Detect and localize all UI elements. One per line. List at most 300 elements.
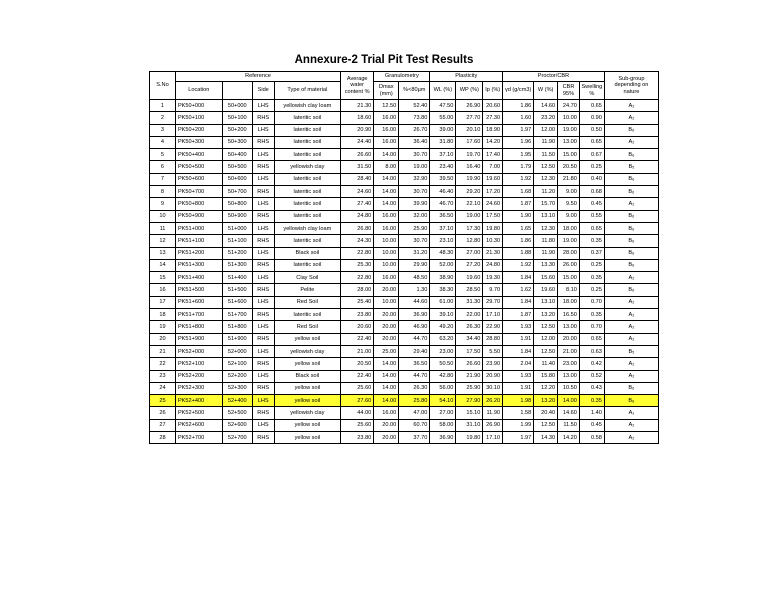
cell-wp: 26.60 <box>456 358 483 370</box>
cell-reference: 51+200 <box>222 247 252 259</box>
header-wp: WP (%) <box>456 82 483 100</box>
cell-w: 13.10 <box>534 210 558 222</box>
cell-sno: 5 <box>150 149 176 161</box>
cell-reference: 51+100 <box>222 235 252 247</box>
cell-location: PK52+400 <box>175 395 222 407</box>
cell-water-content: 26.80 <box>341 222 374 234</box>
cell-yd: 1.92 <box>503 259 534 271</box>
cell-p80: 32.00 <box>399 210 430 222</box>
cell-wl: 36.90 <box>430 432 456 444</box>
cell-cbr: 9.50 <box>558 198 580 210</box>
header-material: Type of material <box>274 82 340 100</box>
cell-yd: 1.93 <box>503 370 534 382</box>
cell-wl: 63.20 <box>430 333 456 345</box>
cell-yd: 1.92 <box>503 173 534 185</box>
cell-material: lateritic soil <box>274 173 340 185</box>
cell-ip: 18.90 <box>483 124 503 136</box>
cell-water-content: 20.90 <box>341 124 374 136</box>
cell-swelling: 0.45 <box>579 198 604 210</box>
cell-yd: 1.84 <box>503 272 534 284</box>
cell-dmax: 16.00 <box>374 222 399 234</box>
cell-sno: 4 <box>150 136 176 148</box>
cell-yd: 1.62 <box>503 284 534 296</box>
cell-w: 11.20 <box>534 186 558 198</box>
table-row <box>150 222 659 234</box>
cell-ip: 17.10 <box>483 309 503 321</box>
cell-reference: 52+500 <box>222 407 252 419</box>
cell-p80: 52.40 <box>399 100 430 112</box>
cell-dmax: 16.00 <box>374 407 399 419</box>
cell-swelling: 1.40 <box>579 407 604 419</box>
cell-side: LHS <box>252 198 274 210</box>
cell-water-content: 25.40 <box>341 296 374 308</box>
cell-location: PK52+700 <box>175 432 222 444</box>
cell-sno: 16 <box>150 284 176 296</box>
cell-subgroup: B₆ <box>604 222 658 234</box>
cell-ip: 27.30 <box>483 112 503 124</box>
cell-location: PK50+900 <box>175 210 222 222</box>
cell-ip: 30.10 <box>483 382 503 394</box>
table-row <box>150 210 659 222</box>
cell-dmax: 16.00 <box>374 124 399 136</box>
cell-wl: 36.50 <box>430 210 456 222</box>
cell-p80: 1.30 <box>399 284 430 296</box>
cell-cbr: 14.60 <box>558 407 580 419</box>
cell-material: lateritic soil <box>274 210 340 222</box>
cell-water-content: 26.60 <box>341 149 374 161</box>
cell-subgroup: B₆ <box>604 259 658 271</box>
cell-water-content: 31.50 <box>341 161 374 173</box>
cell-material: lateritic soil <box>274 112 340 124</box>
cell-wl: 27.00 <box>430 407 456 419</box>
cell-ip: 22.90 <box>483 321 503 333</box>
cell-w: 14.60 <box>534 100 558 112</box>
cell-dmax: 25.00 <box>374 345 399 357</box>
table-row <box>150 382 659 394</box>
cell-wp: 29.20 <box>456 186 483 198</box>
cell-location: PK51+600 <box>175 296 222 308</box>
cell-water-content: 23.80 <box>341 309 374 321</box>
cell-sno: 6 <box>150 161 176 173</box>
cell-yd: 1.86 <box>503 100 534 112</box>
cell-wp: 27.20 <box>456 259 483 271</box>
table-row <box>150 100 659 112</box>
table-row <box>150 247 659 259</box>
cell-wp: 25.90 <box>456 382 483 394</box>
cell-sno: 20 <box>150 333 176 345</box>
cell-material: lateritic soil <box>274 136 340 148</box>
cell-dmax: 14.00 <box>374 370 399 382</box>
table-header <box>150 72 659 100</box>
table-row <box>150 395 659 407</box>
cell-location: PK52+200 <box>175 370 222 382</box>
cell-dmax: 14.00 <box>374 173 399 185</box>
cell-yd: 1.96 <box>503 136 534 148</box>
cell-w: 12.50 <box>534 321 558 333</box>
cell-cbr: 18.00 <box>558 296 580 308</box>
cell-swelling: 0.70 <box>579 321 604 333</box>
cell-p80: 46.90 <box>399 321 430 333</box>
cell-wp: 27.70 <box>456 112 483 124</box>
cell-dmax: 20.00 <box>374 321 399 333</box>
cell-w: 12.30 <box>534 222 558 234</box>
cell-water-content: 25.60 <box>341 419 374 431</box>
cell-reference: 52+200 <box>222 370 252 382</box>
cell-swelling: 0.37 <box>579 247 604 259</box>
cell-wp: 31.30 <box>456 296 483 308</box>
cell-side: LHS <box>252 395 274 407</box>
cell-p80: 47.00 <box>399 407 430 419</box>
cell-p80: 29.40 <box>399 345 430 357</box>
cell-swelling: 0.25 <box>579 161 604 173</box>
cell-location: PK50+700 <box>175 186 222 198</box>
cell-wl: 23.40 <box>430 161 456 173</box>
cell-water-content: 20.60 <box>341 321 374 333</box>
cell-swelling: 0.65 <box>579 222 604 234</box>
cell-yd: 1.95 <box>503 149 534 161</box>
cell-cbr: 23.00 <box>558 358 580 370</box>
cell-swelling: 0.65 <box>579 100 604 112</box>
cell-yd: 1.68 <box>503 186 534 198</box>
cell-dmax: 16.00 <box>374 272 399 284</box>
cell-p80: 48.50 <box>399 272 430 284</box>
cell-side: RHS <box>252 309 274 321</box>
cell-p80: 36.50 <box>399 358 430 370</box>
header-water-content: Average water content % <box>341 72 374 100</box>
cell-yd: 2.04 <box>503 358 534 370</box>
cell-location: PK50+400 <box>175 149 222 161</box>
cell-side: LHS <box>252 149 274 161</box>
cell-sno: 21 <box>150 345 176 357</box>
cell-reference: 50+500 <box>222 161 252 173</box>
cell-ip: 26.20 <box>483 395 503 407</box>
cell-sno: 11 <box>150 222 176 234</box>
cell-dmax: 20.00 <box>374 309 399 321</box>
header-wl: WL (%) <box>430 82 456 100</box>
cell-p80: 30.70 <box>399 186 430 198</box>
header-swelling: Swelling % <box>579 82 604 100</box>
cell-subgroup: A₂ <box>604 333 658 345</box>
cell-cbr: 19.00 <box>558 124 580 136</box>
cell-p80: 25.80 <box>399 395 430 407</box>
cell-swelling: 0.55 <box>579 210 604 222</box>
cell-wl: 38.90 <box>430 272 456 284</box>
cell-subgroup: B₆ <box>604 149 658 161</box>
cell-side: RHS <box>252 432 274 444</box>
cell-reference: 51+900 <box>222 333 252 345</box>
cell-ip: 9.70 <box>483 284 503 296</box>
cell-cbr: 14.00 <box>558 395 580 407</box>
cell-water-content: 22.80 <box>341 272 374 284</box>
cell-wp: 34.40 <box>456 333 483 345</box>
cell-wp: 19.80 <box>456 432 483 444</box>
cell-wl: 39.10 <box>430 309 456 321</box>
cell-water-content: 22.40 <box>341 333 374 345</box>
header-ip: Ip (%) <box>483 82 503 100</box>
cell-yd: 1.84 <box>503 345 534 357</box>
cell-yd: 1.99 <box>503 419 534 431</box>
cell-p80: 36.90 <box>399 309 430 321</box>
cell-p80: 26.70 <box>399 124 430 136</box>
trial-pit-table <box>149 71 659 444</box>
header-subgroup: Sub-group depending on nature <box>604 72 658 100</box>
cell-material: Pelite <box>274 284 340 296</box>
cell-swelling: 0.63 <box>579 345 604 357</box>
cell-p80: 31.20 <box>399 247 430 259</box>
cell-p80: 32.90 <box>399 173 430 185</box>
cell-yd: 1.84 <box>503 296 534 308</box>
cell-w: 11.80 <box>534 235 558 247</box>
table-row <box>150 186 659 198</box>
cell-sno: 24 <box>150 382 176 394</box>
cell-location: PK50+100 <box>175 112 222 124</box>
cell-w: 12.00 <box>534 333 558 345</box>
cell-swelling: 0.58 <box>579 432 604 444</box>
cell-wl: 47.50 <box>430 100 456 112</box>
cell-subgroup: B₆ <box>604 395 658 407</box>
cell-side: LHS <box>252 173 274 185</box>
cell-material: lateritic soil <box>274 149 340 161</box>
cell-subgroup: A₁ <box>604 407 658 419</box>
cell-water-content: 25.30 <box>341 259 374 271</box>
cell-yd: 1.93 <box>503 321 534 333</box>
cell-subgroup: A₂ <box>604 419 658 431</box>
cell-subgroup: A₂ <box>604 296 658 308</box>
cell-sno: 13 <box>150 247 176 259</box>
cell-side: LHS <box>252 419 274 431</box>
cell-wp: 27.00 <box>456 247 483 259</box>
cell-dmax: 8.00 <box>374 161 399 173</box>
cell-water-content: 25.60 <box>341 382 374 394</box>
table-row <box>150 419 659 431</box>
cell-wp: 19.90 <box>456 173 483 185</box>
cell-side: LHS <box>252 247 274 259</box>
cell-side: LHS <box>252 321 274 333</box>
cell-wl: 61.00 <box>430 296 456 308</box>
cell-p80: 37.70 <box>399 432 430 444</box>
header-w: W (%) <box>534 82 558 100</box>
page-title: Annexure-2 Trial Pit Test Results <box>294 54 474 66</box>
cell-dmax: 16.00 <box>374 136 399 148</box>
header-location: Location <box>175 82 222 100</box>
cell-sno: 10 <box>150 210 176 222</box>
cell-sno: 27 <box>150 419 176 431</box>
cell-p80: 30.70 <box>399 235 430 247</box>
table-row <box>150 296 659 308</box>
cell-water-content: 18.60 <box>341 112 374 124</box>
cell-water-content: 44.00 <box>341 407 374 419</box>
cell-wl: 52.00 <box>430 259 456 271</box>
cell-sno: 25 <box>150 395 176 407</box>
cell-wp: 21.90 <box>456 370 483 382</box>
cell-subgroup: A₂ <box>604 432 658 444</box>
cell-p80: 60.70 <box>399 419 430 431</box>
cell-ip: 24.60 <box>483 198 503 210</box>
cell-wl: 58.00 <box>430 419 456 431</box>
cell-sno: 12 <box>150 235 176 247</box>
cell-water-content: 21.00 <box>341 345 374 357</box>
cell-side: RHS <box>252 358 274 370</box>
cell-cbr: 15.00 <box>558 149 580 161</box>
cell-wp: 17.30 <box>456 222 483 234</box>
cell-material: Red Soil <box>274 296 340 308</box>
cell-subgroup: B₆ <box>604 235 658 247</box>
cell-swelling: 0.90 <box>579 112 604 124</box>
table-row <box>150 136 659 148</box>
cell-wp: 26.30 <box>456 321 483 333</box>
cell-wp: 19.00 <box>456 210 483 222</box>
header-sno: S.No <box>150 72 176 100</box>
cell-water-content: 27.60 <box>341 395 374 407</box>
cell-cbr: 10.50 <box>558 382 580 394</box>
cell-dmax: 20.00 <box>374 333 399 345</box>
cell-reference: 52+100 <box>222 358 252 370</box>
cell-reference: 50+800 <box>222 198 252 210</box>
cell-sno: 9 <box>150 198 176 210</box>
cell-material: yellowish clay loam <box>274 222 340 234</box>
cell-subgroup: B₆ <box>604 382 658 394</box>
cell-side: RHS <box>252 112 274 124</box>
cell-ip: 14.20 <box>483 136 503 148</box>
cell-w: 11.90 <box>534 247 558 259</box>
cell-sno: 1 <box>150 100 176 112</box>
header-reference: Reference <box>175 72 340 82</box>
cell-swelling: 0.40 <box>579 173 604 185</box>
cell-sno: 23 <box>150 370 176 382</box>
cell-wp: 28.50 <box>456 284 483 296</box>
cell-side: RHS <box>252 161 274 173</box>
cell-reference: 50+000 <box>222 100 252 112</box>
cell-side: RHS <box>252 186 274 198</box>
cell-cbr: 13.00 <box>558 321 580 333</box>
cell-location: PK51+200 <box>175 247 222 259</box>
cell-subgroup: B₆ <box>604 124 658 136</box>
cell-reference: 52+400 <box>222 395 252 407</box>
cell-ip: 24.80 <box>483 259 503 271</box>
cell-w: 12.30 <box>534 173 558 185</box>
cell-swelling: 0.67 <box>579 149 604 161</box>
cell-material: yellow soil <box>274 395 340 407</box>
cell-w: 12.50 <box>534 161 558 173</box>
table-row <box>150 309 659 321</box>
header-side: Side <box>252 82 274 100</box>
table-row <box>150 284 659 296</box>
cell-side: LHS <box>252 272 274 284</box>
cell-wp: 27.90 <box>456 395 483 407</box>
cell-cbr: 8.10 <box>558 284 580 296</box>
cell-ip: 23.90 <box>483 358 503 370</box>
cell-p80: 30.70 <box>399 149 430 161</box>
cell-material: lateritic soil <box>274 259 340 271</box>
cell-reference: 52+300 <box>222 382 252 394</box>
cell-water-content: 22.40 <box>341 370 374 382</box>
cell-sno: 26 <box>150 407 176 419</box>
cell-ip: 20.60 <box>483 100 503 112</box>
cell-swelling: 0.45 <box>579 419 604 431</box>
cell-wl: 48.30 <box>430 247 456 259</box>
cell-material: yellow soil <box>274 432 340 444</box>
cell-wp: 17.60 <box>456 136 483 148</box>
cell-water-content: 27.40 <box>341 198 374 210</box>
cell-subgroup: B₆ <box>604 186 658 198</box>
cell-side: RHS <box>252 333 274 345</box>
cell-dmax: 14.00 <box>374 186 399 198</box>
cell-w: 11.40 <box>534 358 558 370</box>
cell-p80: 44.70 <box>399 370 430 382</box>
cell-side: RHS <box>252 136 274 148</box>
cell-reference: 50+300 <box>222 136 252 148</box>
cell-material: yellowish clay <box>274 345 340 357</box>
cell-sno: 28 <box>150 432 176 444</box>
cell-material: yellow soil <box>274 382 340 394</box>
table-row <box>150 333 659 345</box>
cell-w: 12.50 <box>534 345 558 357</box>
cell-location: PK50+200 <box>175 124 222 136</box>
cell-location: PK51+900 <box>175 333 222 345</box>
cell-water-content: 21.30 <box>341 100 374 112</box>
cell-swelling: 0.65 <box>579 136 604 148</box>
cell-wl: 49.20 <box>430 321 456 333</box>
cell-cbr: 9.00 <box>558 210 580 222</box>
cell-dmax: 14.00 <box>374 358 399 370</box>
cell-sno: 2 <box>150 112 176 124</box>
cell-side: RHS <box>252 259 274 271</box>
cell-w: 13.10 <box>534 296 558 308</box>
cell-wl: 37.10 <box>430 222 456 234</box>
cell-location: PK51+400 <box>175 272 222 284</box>
cell-side: RHS <box>252 382 274 394</box>
cell-subgroup: A₂ <box>604 309 658 321</box>
cell-w: 12.50 <box>534 419 558 431</box>
cell-yd: 1.97 <box>503 432 534 444</box>
cell-sno: 14 <box>150 259 176 271</box>
cell-reference: 52+000 <box>222 345 252 357</box>
cell-sno: 18 <box>150 309 176 321</box>
cell-dmax: 10.00 <box>374 259 399 271</box>
cell-w: 13.30 <box>534 259 558 271</box>
cell-wl: 31.80 <box>430 136 456 148</box>
cell-swelling: 0.50 <box>579 124 604 136</box>
cell-material: Red Soil <box>274 321 340 333</box>
cell-yd: 1.87 <box>503 198 534 210</box>
cell-side: RHS <box>252 284 274 296</box>
cell-w: 20.40 <box>534 407 558 419</box>
cell-wl: 39.50 <box>430 173 456 185</box>
cell-reference: 51+800 <box>222 321 252 333</box>
cell-side: LHS <box>252 345 274 357</box>
cell-water-content: 20.50 <box>341 358 374 370</box>
cell-cbr: 20.50 <box>558 161 580 173</box>
table-row <box>150 235 659 247</box>
cell-wp: 26.90 <box>456 100 483 112</box>
cell-location: PK50+600 <box>175 173 222 185</box>
cell-location: PK51+300 <box>175 259 222 271</box>
cell-side: LHS <box>252 124 274 136</box>
cell-wl: 56.00 <box>430 382 456 394</box>
cell-yd: 1.65 <box>503 222 534 234</box>
cell-swelling: 0.65 <box>579 333 604 345</box>
cell-wp: 19.60 <box>456 272 483 284</box>
cell-ip: 17.40 <box>483 149 503 161</box>
cell-cbr: 20.00 <box>558 333 580 345</box>
cell-reference: 51+300 <box>222 259 252 271</box>
cell-yd: 1.97 <box>503 124 534 136</box>
cell-ip: 7.00 <box>483 161 503 173</box>
cell-location: PK51+800 <box>175 321 222 333</box>
cell-wl: 39.00 <box>430 124 456 136</box>
cell-w: 14.30 <box>534 432 558 444</box>
table-body <box>150 100 659 444</box>
